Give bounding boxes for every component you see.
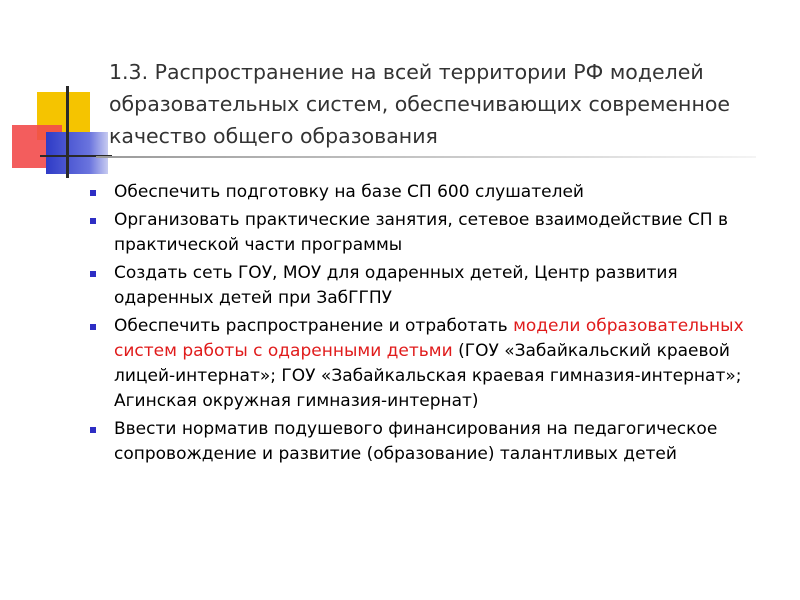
bullet-text-after: (ГОУ «Забайкальский краевой лицей-интернат»; ГОУ «Забайкальская краевая гимназия-интернат»; Агинская окружная гимназия-интернат) [114, 341, 742, 411]
title-underline [96, 156, 756, 158]
square-bullet-icon [90, 190, 96, 196]
square-bullet-icon [90, 271, 96, 277]
square-bullet-icon [90, 427, 96, 433]
square-bullet-icon [90, 324, 96, 330]
bullet-item [90, 314, 780, 414]
bullet-item [90, 417, 780, 467]
bullet-list [90, 180, 780, 470]
slide-title: 1.3. Распространение на всей территории РФ моделей образовательных систем, обеспечивающих современное качество общего образования [109, 60, 730, 148]
deco-vertical-line [66, 86, 69, 178]
bullet-highlight: модели образовательных систем работы с одаренными детьми [114, 316, 744, 361]
bullet-item [90, 180, 780, 205]
bullet-item [90, 208, 780, 258]
bullet-text: Обеспечить подготовку на базе СП 600 слушателей [114, 182, 584, 202]
bullet-item [90, 261, 780, 311]
bullet-text-before: Обеспечить распространение и отработать [114, 316, 514, 336]
square-bullet-icon [90, 218, 96, 224]
bullet-text: Ввести норматив подушевого финансирования на педагогическое сопровождение и развитие (образование) талантливых детей [114, 419, 718, 464]
bullet-text: Организовать практические занятия, сетевое взаимодействие СП в практической части программы [114, 210, 728, 255]
bullet-text: Создать сеть ГОУ, МОУ для одаренных детей, Центр развития одаренных детей при ЗабГГПУ [114, 263, 678, 308]
deco-blue-square [46, 132, 108, 174]
